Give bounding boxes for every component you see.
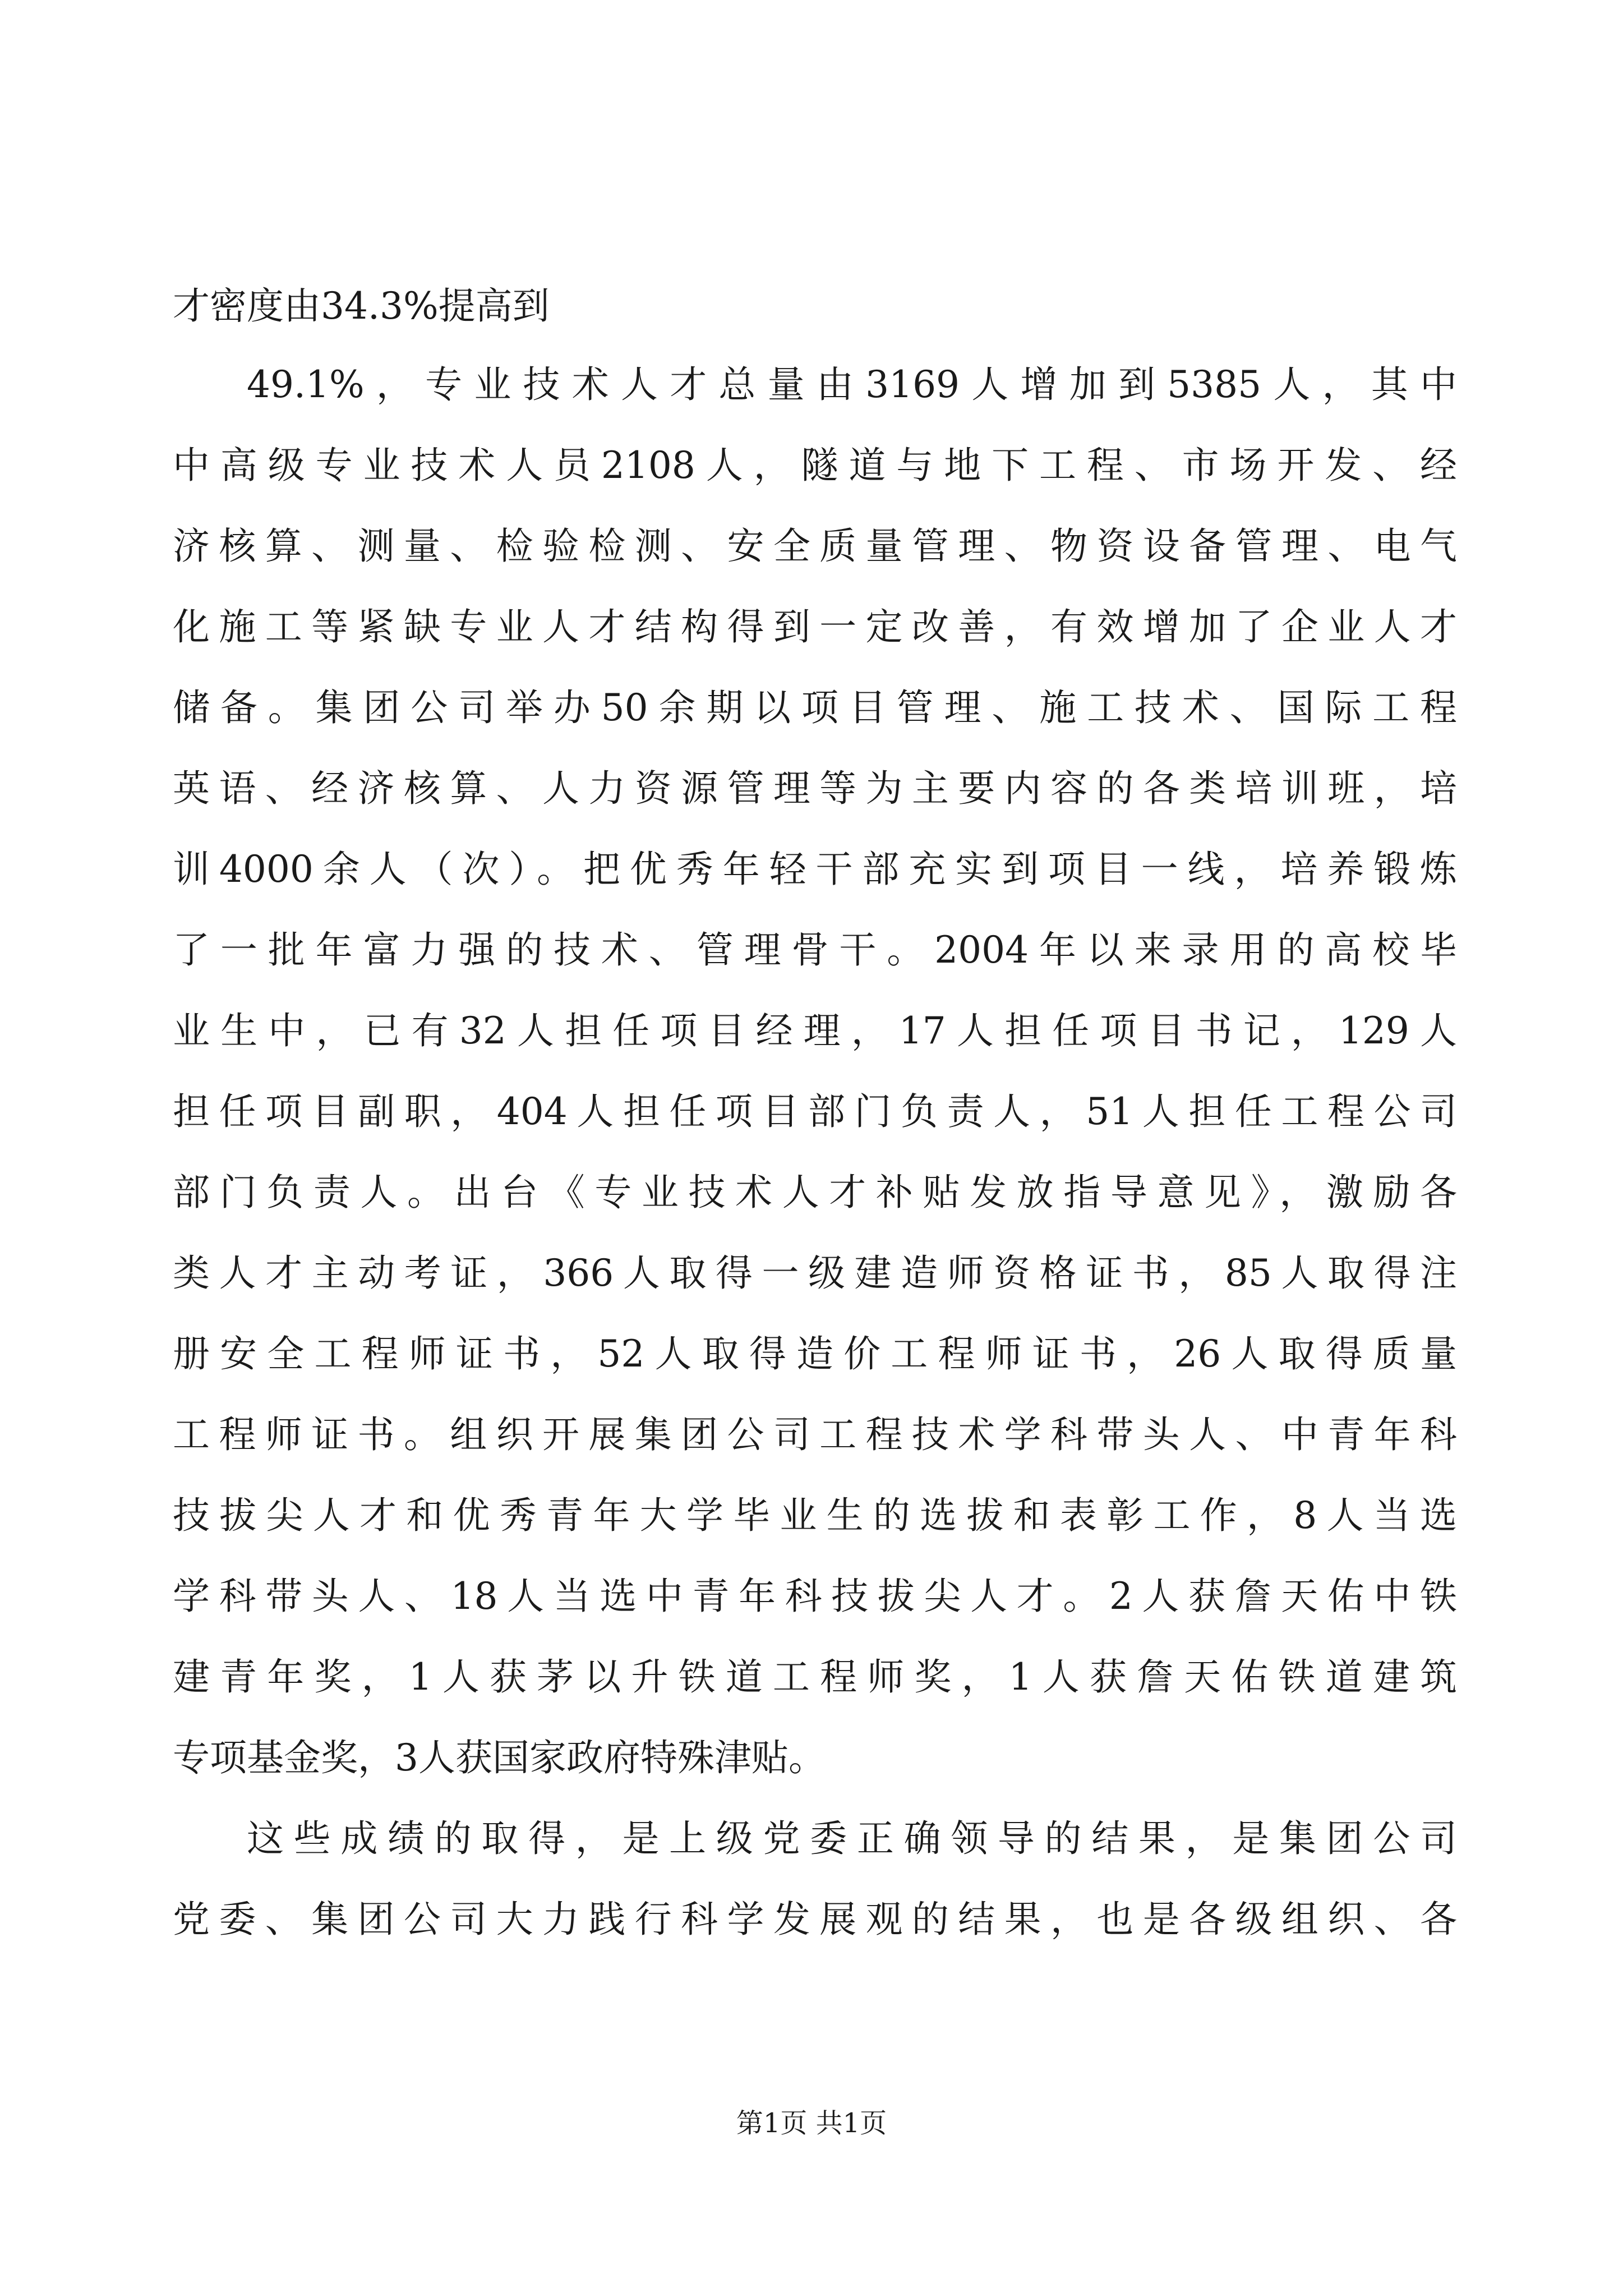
text-line-3: 中高级专业技术人员2108人，隧道与地下工程、市场开发、经 xyxy=(173,444,1457,487)
text-line-5: 化施工等紧缺专业人才结构得到一定改善，有效增加了企业人才 xyxy=(173,605,1457,648)
text-line-10: 业生中，已有32人担任项目经理，17人担任项目书记，129人 xyxy=(173,1009,1457,1052)
text-line-19: 专项基金奖，3人获国家政府特殊津贴。 xyxy=(173,1736,826,1779)
page-footer: 第1页 共1页 xyxy=(736,2108,887,2139)
text-line-6: 储备。集团公司举办50余期以项目管理、施工技术、国际工程 xyxy=(173,686,1457,729)
text-line-14: 册安全工程师证书，52人取得造价工程师证书，26人取得质量 xyxy=(173,1332,1457,1375)
text-line-21: 党委、集团公司大力践行科学发展观的结果，也是各级组织、各 xyxy=(173,1898,1457,1941)
text-line-4: 济核算、测量、检验检测、安全质量管理、物资设备管理、电气 xyxy=(173,524,1457,568)
text-line-11: 担任项目副职，404人担任项目部门负责人，51人担任工程公司 xyxy=(173,1090,1457,1133)
text-line-1: 才密度由34.3%提高到 xyxy=(173,284,550,328)
text-line-9: 了一批年富力强的技术、管理骨干。2004年以来录用的高校毕 xyxy=(173,928,1457,972)
text-line-17: 学科带头人、18人当选中青年科技拔尖人才。2人获詹天佑中铁 xyxy=(173,1575,1457,1618)
text-line-12: 部门负责人。出台《专业技术人才补贴发放指导意见》，激励各 xyxy=(173,1171,1457,1214)
text-line-15: 工程师证书。组织开展集团公司工程技术学科带头人、中青年科 xyxy=(173,1413,1457,1456)
text-line-16: 技拔尖人才和优秀青年大学毕业生的选拔和表彰工作，8人当选 xyxy=(173,1494,1457,1537)
text-line-7: 英语、经济核算、人力资源管理等为主要内容的各类培训班，培 xyxy=(173,767,1457,810)
text-line-18: 建青年奖，1人获茅以升铁道工程师奖，1人获詹天佑铁道建筑 xyxy=(173,1655,1457,1699)
text-line-20: 这些成绩的取得，是上级党委正确领导的结果，是集团公司 xyxy=(247,1817,1457,1860)
text-line-2: 49.1%，专业技术人才总量由3169人增加到5385人，其中 xyxy=(247,363,1457,406)
text-line-13: 类人才主动考证，366人取得一级建造师资格证书，85人取得注 xyxy=(173,1251,1457,1295)
text-line-8: 训4000余人（次）。把优秀年轻干部充实到项目一线，培养锻炼 xyxy=(173,848,1457,891)
